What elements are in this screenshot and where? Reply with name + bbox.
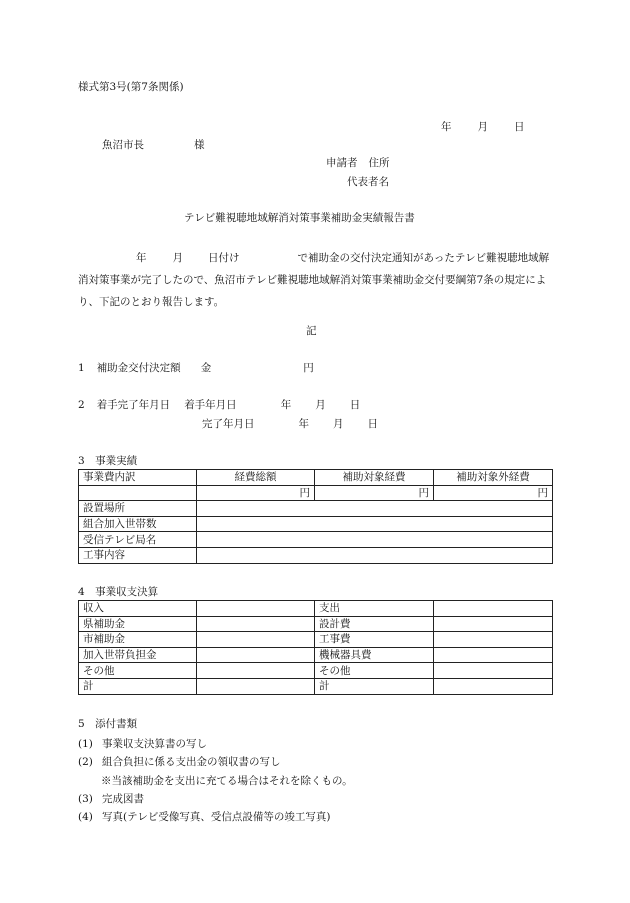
- ki-heading: 記: [306, 325, 317, 337]
- intro-year: 年: [136, 252, 147, 264]
- attachment-note: [101, 774, 353, 788]
- income-amount-cell: [197, 601, 315, 617]
- attachment-number: (1): [78, 738, 93, 750]
- intro-dated: 日付け: [208, 252, 240, 264]
- expense-label: 機械器具費: [315, 647, 434, 663]
- business-results-table: [78, 469, 553, 564]
- expense-amount-cell: [434, 616, 553, 632]
- expense-label: 計: [315, 678, 434, 694]
- document-title: テレビ難視聴地域解消対策事業補助金実績報告書: [184, 212, 415, 224]
- income-label: その他: [79, 663, 197, 679]
- item4-heading: 4 事業収支決算: [78, 586, 159, 598]
- item1-kin: 金: [200, 362, 212, 374]
- row-label: 受信テレビ局名: [79, 532, 197, 548]
- item2-start-label: 着手年月日: [184, 399, 237, 411]
- row-label: 組合加入世帯数: [79, 516, 197, 532]
- income-label: 県補助金: [79, 616, 197, 632]
- intro-paragraph: [78, 247, 556, 313]
- attachment-item: [78, 755, 281, 769]
- date-line: [441, 120, 525, 134]
- date-day: 日: [514, 121, 525, 133]
- value-cell: [197, 532, 553, 548]
- expense-amount-cell: [434, 678, 553, 694]
- attachment-number: (2): [78, 756, 93, 768]
- empty-cell: [79, 485, 197, 501]
- applicant-label: 申請者: [326, 157, 358, 169]
- expense-header: 支出: [315, 601, 434, 617]
- table-row: [79, 485, 553, 501]
- table-row: [79, 663, 553, 679]
- item1-label: 補助金交付決定額: [96, 362, 181, 374]
- applicant-line: [326, 156, 390, 170]
- value-cell: [197, 501, 553, 517]
- attachment-note-text: ※当該補助金を支出に充てる場合はそれを除くもの。: [101, 775, 353, 787]
- row-label: 工事内容: [79, 547, 197, 563]
- income-amount-cell: [197, 632, 315, 648]
- unit-yen: 円: [315, 485, 434, 501]
- table-row: [79, 632, 553, 648]
- item1-number: 1: [78, 362, 85, 374]
- table-row: [79, 547, 553, 563]
- intro-body: で補助金の交付決定通知があったテレビ難視聴地域解消対策事業が完了したので、魚沼市テレビ難視聴地域解消対策事業補助金交付要綱第7条の規定により、下記のとおり報告します。: [78, 252, 550, 308]
- item2-start-year: 年: [280, 399, 292, 411]
- form-number: 様式第3号(第7条関係): [78, 81, 184, 93]
- value-cell: [197, 516, 553, 532]
- income-amount-cell: [197, 678, 315, 694]
- item2-end-line: [202, 417, 378, 431]
- expense-label: その他: [315, 663, 434, 679]
- attachment-text: 組合負担に係る支出金の領収書の写し: [102, 756, 281, 768]
- addressee-name: 魚沼市長: [102, 139, 144, 151]
- attachment-text: 事業収支決算書の写し: [102, 738, 207, 750]
- expense-amount-cell: [434, 632, 553, 648]
- item2-label: 着手完了年月日: [96, 399, 171, 411]
- attachment-text: 写真(テレビ受像写真、受信点設備等の竣工写真): [102, 811, 331, 823]
- item1-yen: 円: [303, 362, 314, 374]
- applicant-address: 住所: [368, 157, 390, 169]
- income-label: 市補助金: [79, 632, 197, 648]
- attachment-number: (4): [78, 811, 93, 823]
- table-row: [79, 616, 553, 632]
- header-eligible: 補助対象経費: [315, 470, 434, 486]
- date-year: 年: [441, 121, 452, 133]
- expense-label: 工事費: [315, 632, 434, 648]
- item2-start-month: 月: [315, 399, 326, 411]
- item2-end-day: 日: [367, 418, 378, 430]
- item2-end-year: 年: [298, 418, 309, 430]
- income-label: 計: [79, 678, 197, 694]
- expense-amount-cell: [434, 601, 553, 617]
- item1-line: [78, 361, 314, 375]
- table-row: [79, 678, 553, 694]
- income-amount-cell: [197, 616, 315, 632]
- income-header: 収入: [79, 601, 197, 617]
- item2-start-day: 日: [349, 399, 361, 411]
- table-row: [79, 501, 553, 517]
- date-month: 月: [477, 121, 488, 133]
- item3-heading: 3 事業実績: [78, 455, 138, 467]
- item2-number: 2: [78, 399, 85, 411]
- addressee: [102, 138, 205, 152]
- expense-label: 設計費: [315, 616, 434, 632]
- row-label: 設置場所: [79, 501, 197, 517]
- income-amount-cell: [197, 663, 315, 679]
- unit-yen: 円: [197, 485, 315, 501]
- attachment-item: [78, 737, 207, 751]
- header-total: 経費総額: [197, 470, 315, 486]
- table-row: [79, 532, 553, 548]
- header-ineligible: 補助対象外経費: [434, 470, 553, 486]
- expense-amount-cell: [434, 647, 553, 663]
- addressee-honorific: 様: [194, 139, 205, 151]
- intro-month: 月: [172, 252, 183, 264]
- table-row: [79, 647, 553, 663]
- income-expense-table: [78, 600, 553, 695]
- attachment-item: [78, 810, 330, 824]
- item2-start-line: [78, 398, 360, 412]
- header-breakdown: 事業費内訳: [79, 470, 197, 486]
- income-amount-cell: [197, 647, 315, 663]
- item5-heading: 5 添付書類: [78, 718, 138, 730]
- income-label: 加入世帯負担金: [79, 647, 197, 663]
- attachment-item: [78, 792, 144, 806]
- expense-amount-cell: [434, 663, 553, 679]
- attachment-number: (3): [78, 793, 93, 805]
- value-cell: [197, 547, 553, 563]
- table-row: [79, 516, 553, 532]
- unit-yen: 円: [434, 485, 553, 501]
- table-header-row: [79, 470, 553, 486]
- item2-end-month: 月: [333, 418, 344, 430]
- representative-label: 代表者名: [347, 176, 389, 188]
- table-header-row: [79, 601, 553, 617]
- attachment-text: 完成図書: [102, 793, 144, 805]
- item2-end-label: 完了年月日: [202, 418, 255, 430]
